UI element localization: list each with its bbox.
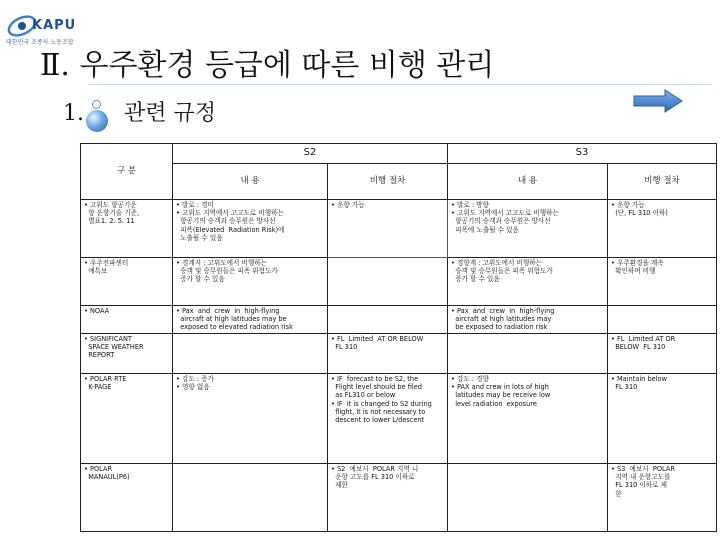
s3-procedure-cell	[608, 258, 717, 306]
subheader-s3-procedure: 비행 절차	[608, 164, 717, 200]
cell-line: exposed to elevated radiation risk	[176, 323, 293, 332]
table-row	[81, 258, 717, 306]
cell-line: • IF forecast to be S2, the	[331, 375, 419, 383]
row-label	[81, 306, 173, 334]
header-s3: S3	[448, 144, 717, 164]
page-title: Ⅱ. 우주환경 등급에 따른 비행 관리	[40, 48, 495, 83]
row-label	[81, 258, 173, 306]
cell-line: 승객 및 승무원들은 피폭 위험도가	[451, 267, 553, 276]
s2-procedure-cell	[328, 334, 448, 374]
cell-line: • IF it is changed to S2 during	[331, 399, 432, 408]
cell-line: • Pax and crew in high-flying	[451, 307, 555, 315]
cell-line: 제한	[331, 481, 348, 490]
logo-subtitle: 대한민국 조종사 노동조합	[6, 39, 74, 46]
title-divider	[88, 84, 712, 85]
row-label	[81, 374, 173, 464]
cell-line: • 우주전파센터	[84, 259, 129, 267]
cell-line: 확인하며 비행	[611, 267, 656, 276]
subheader-s2-content: 내 용	[173, 164, 328, 200]
s3-procedure-cell	[608, 200, 717, 258]
subheader-s3-content: 내 용	[448, 164, 608, 200]
cell-line: • 우주환경을 계속	[611, 259, 664, 267]
cell-line: 별표1. 2. 5. 11	[84, 217, 135, 226]
s2-content-cell	[173, 306, 328, 334]
table-row	[81, 306, 717, 334]
cell-line: • FL Limited AT OR	[611, 335, 676, 343]
cell-line: 노출될 수 있음	[176, 233, 223, 242]
s2-procedure-cell	[328, 374, 448, 464]
section-subtitle-text: 관련 규정	[124, 101, 217, 126]
cell-line: aircraft at high latitudes may be	[176, 315, 287, 324]
cell-line: aircraft at high latitudes may	[451, 315, 552, 324]
s2-content-cell	[173, 334, 328, 374]
s3-procedure-cell	[608, 374, 717, 464]
cell-line: FL 310	[611, 383, 638, 392]
section-number: 1.	[63, 101, 84, 126]
cell-line: Flight level should be filed	[331, 383, 422, 392]
cell-line: • Pax and crew in high-flying	[176, 307, 280, 315]
cell-line: FL 310	[331, 343, 358, 352]
cell-line: 증가 할 수 있음	[176, 275, 225, 284]
cell-line: 항 운항기술 기준,	[84, 209, 140, 218]
bullet-ring-icon	[92, 100, 101, 109]
s2-content-cell	[173, 464, 328, 532]
cell-line: 예특보	[84, 267, 108, 276]
row-label	[81, 334, 173, 374]
cell-line: BELOW FL 310	[611, 343, 666, 352]
s2-content-cell	[173, 258, 328, 306]
s2-content-cell	[173, 200, 328, 258]
s3-procedure-cell	[608, 464, 717, 532]
cell-line: 승객 및 승무원들은 피폭 위험도가	[176, 267, 278, 276]
row-label	[81, 200, 173, 258]
s3-procedure-cell	[608, 334, 717, 374]
subheader-s2-procedure: 비행 절차	[328, 164, 448, 200]
header-s2: S2	[173, 144, 448, 164]
cell-line: REPORT	[84, 351, 115, 360]
s2-content-cell	[173, 374, 328, 464]
s3-content-cell	[448, 258, 608, 306]
cell-line: • 운항 가능	[611, 201, 645, 209]
s2-procedure-cell	[328, 258, 448, 306]
cell-line: • POLAR RTE	[84, 375, 127, 383]
cell-line: 지역 내 운항고도를	[611, 473, 671, 482]
cell-line: • POLAR	[84, 465, 113, 473]
header-category: 구 분	[81, 144, 173, 200]
logo-text: KAPU	[32, 18, 77, 33]
s2-procedure-cell	[328, 464, 448, 532]
cell-line: 운항 고도를 FL 310 이하로	[331, 473, 415, 482]
cell-line: 증가 할 수 있음	[451, 275, 500, 284]
cell-line: • 고위도 지역에서 고고도로 비행하는	[451, 209, 559, 218]
cell-line: descent to lower L/descent	[331, 416, 425, 425]
cell-line: • 영향 없음	[176, 383, 210, 392]
s3-content-cell	[448, 374, 608, 464]
s3-content-cell	[448, 200, 608, 258]
cell-line: 항공기의 승객과 승무원은 방사선	[176, 217, 276, 226]
cell-line: 항공기의 승객과 승무원은 방사선	[451, 217, 551, 226]
table-row	[81, 200, 717, 258]
cell-line: • 강도 : 경향	[451, 375, 489, 383]
cell-line: • 경계지 : 고위도에서 비행하는	[176, 259, 267, 267]
s3-content-cell	[448, 464, 608, 532]
table-row	[81, 464, 717, 532]
cell-line: • 고위도 지역에서 고고도로 비행하는	[176, 209, 284, 218]
s2-procedure-cell	[328, 200, 448, 258]
row-label	[81, 464, 173, 532]
cell-line: • 발로 : 방향	[451, 201, 489, 209]
cell-line: 피폭(Elevated Radiation Risk)에	[176, 225, 285, 234]
cell-line: • 경향계 : 고위도에서 비행하는	[451, 259, 542, 267]
cell-line: level radiation exposure	[451, 399, 537, 408]
cell-line: • PAX and crew in lots of high	[451, 383, 549, 392]
cell-line: • NOAA	[84, 307, 110, 315]
cell-line: as FL310 or below	[331, 391, 396, 400]
cell-line: (단, FL 310 이하)	[611, 209, 668, 218]
cell-line: 한	[611, 489, 622, 498]
cell-line: • 발로 : 경미	[176, 201, 214, 209]
cell-line: • 운항 가능	[331, 201, 365, 209]
blue-sphere-bullet-icon	[86, 110, 108, 132]
cell-line: latitudes may be receive low	[451, 391, 551, 400]
cell-line: • SIGNIFICANT	[84, 335, 132, 343]
cell-line: be exposed to radiation risk	[451, 323, 548, 332]
cell-line: • Maintain below	[611, 375, 667, 383]
s3-content-cell	[448, 334, 608, 374]
cell-line: FL 310 이하로 제	[611, 481, 668, 490]
cell-line: • S3 예보시 POLAR	[611, 465, 675, 473]
s3-content-cell	[448, 306, 608, 334]
regulation-table	[80, 143, 717, 532]
cell-line: • FL Limited AT OR BELOW	[331, 335, 424, 343]
cell-line: • 강도 : 증가	[176, 375, 214, 383]
cell-line: flight, it is not necessary to	[331, 407, 426, 416]
table-row	[81, 374, 717, 464]
cell-line: MANAUL(P6)	[84, 473, 130, 482]
cell-line: K-PAGE	[84, 383, 112, 392]
table-row	[81, 334, 717, 374]
cell-line: • S2 예보시 POLAR 지역 니	[331, 465, 419, 473]
cell-line: • 고위도 항공기운	[84, 201, 137, 209]
s3-procedure-cell	[608, 306, 717, 334]
cell-line: SPACE WEATHER	[84, 343, 144, 352]
arrow-right-icon[interactable]	[633, 89, 683, 113]
cell-line: 피폭에 노출될 수 있음	[451, 225, 519, 234]
s2-procedure-cell	[328, 306, 448, 334]
